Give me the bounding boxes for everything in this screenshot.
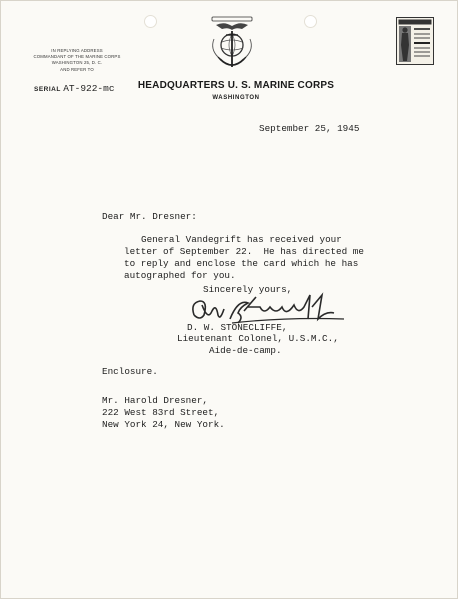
reply-line: AND REFER TO — [60, 66, 94, 72]
enclosure-note: Enclosure. — [102, 366, 158, 377]
serial-number — [34, 83, 115, 94]
body-line: letter of September 22. He has directed me — [124, 246, 364, 257]
closing: Sincerely yours, — [203, 284, 293, 295]
org-name: HEADQUARTERS U. S. MARINE CORPS — [137, 80, 335, 91]
address-line: 222 West 83rd Street, — [102, 407, 220, 418]
address-line: Mr. Harold Dresner, — [102, 395, 209, 406]
signer-role: Aide-de-camp. — [209, 345, 282, 356]
war-bonds-stamp-icon — [396, 17, 434, 65]
letterhead-title — [131, 80, 341, 101]
eagle-globe-anchor-icon — [206, 15, 258, 73]
reply-line: WASHINGTON 25, D. C. — [51, 60, 103, 66]
serial-value: AT-922-mc — [63, 83, 115, 94]
body-line: to reply and enclose the card which he has — [124, 258, 359, 269]
org-city: WASHINGTON — [212, 95, 260, 101]
reply-line: COMMANDANT OF THE MARINE CORPS — [33, 54, 121, 60]
letter-date: September 25, 1945 — [259, 123, 360, 134]
body-line: autographed for you. — [124, 270, 236, 281]
punch-hole — [144, 15, 157, 28]
reply-line: IN REPLYING ADDRESS — [51, 48, 103, 53]
body-line: General Vandegrift has received your — [141, 234, 342, 245]
serial-label: SERIAL — [34, 86, 61, 93]
reply-instructions — [23, 48, 131, 73]
signer-title: Lieutenant Colonel, U.S.M.C., — [177, 333, 339, 344]
punch-hole — [304, 15, 317, 28]
salutation: Dear Mr. Dresner: — [102, 211, 197, 222]
address-line: New York 24, New York. — [102, 419, 225, 430]
signer-name: D. W. STONECLIFFE, — [187, 322, 288, 333]
